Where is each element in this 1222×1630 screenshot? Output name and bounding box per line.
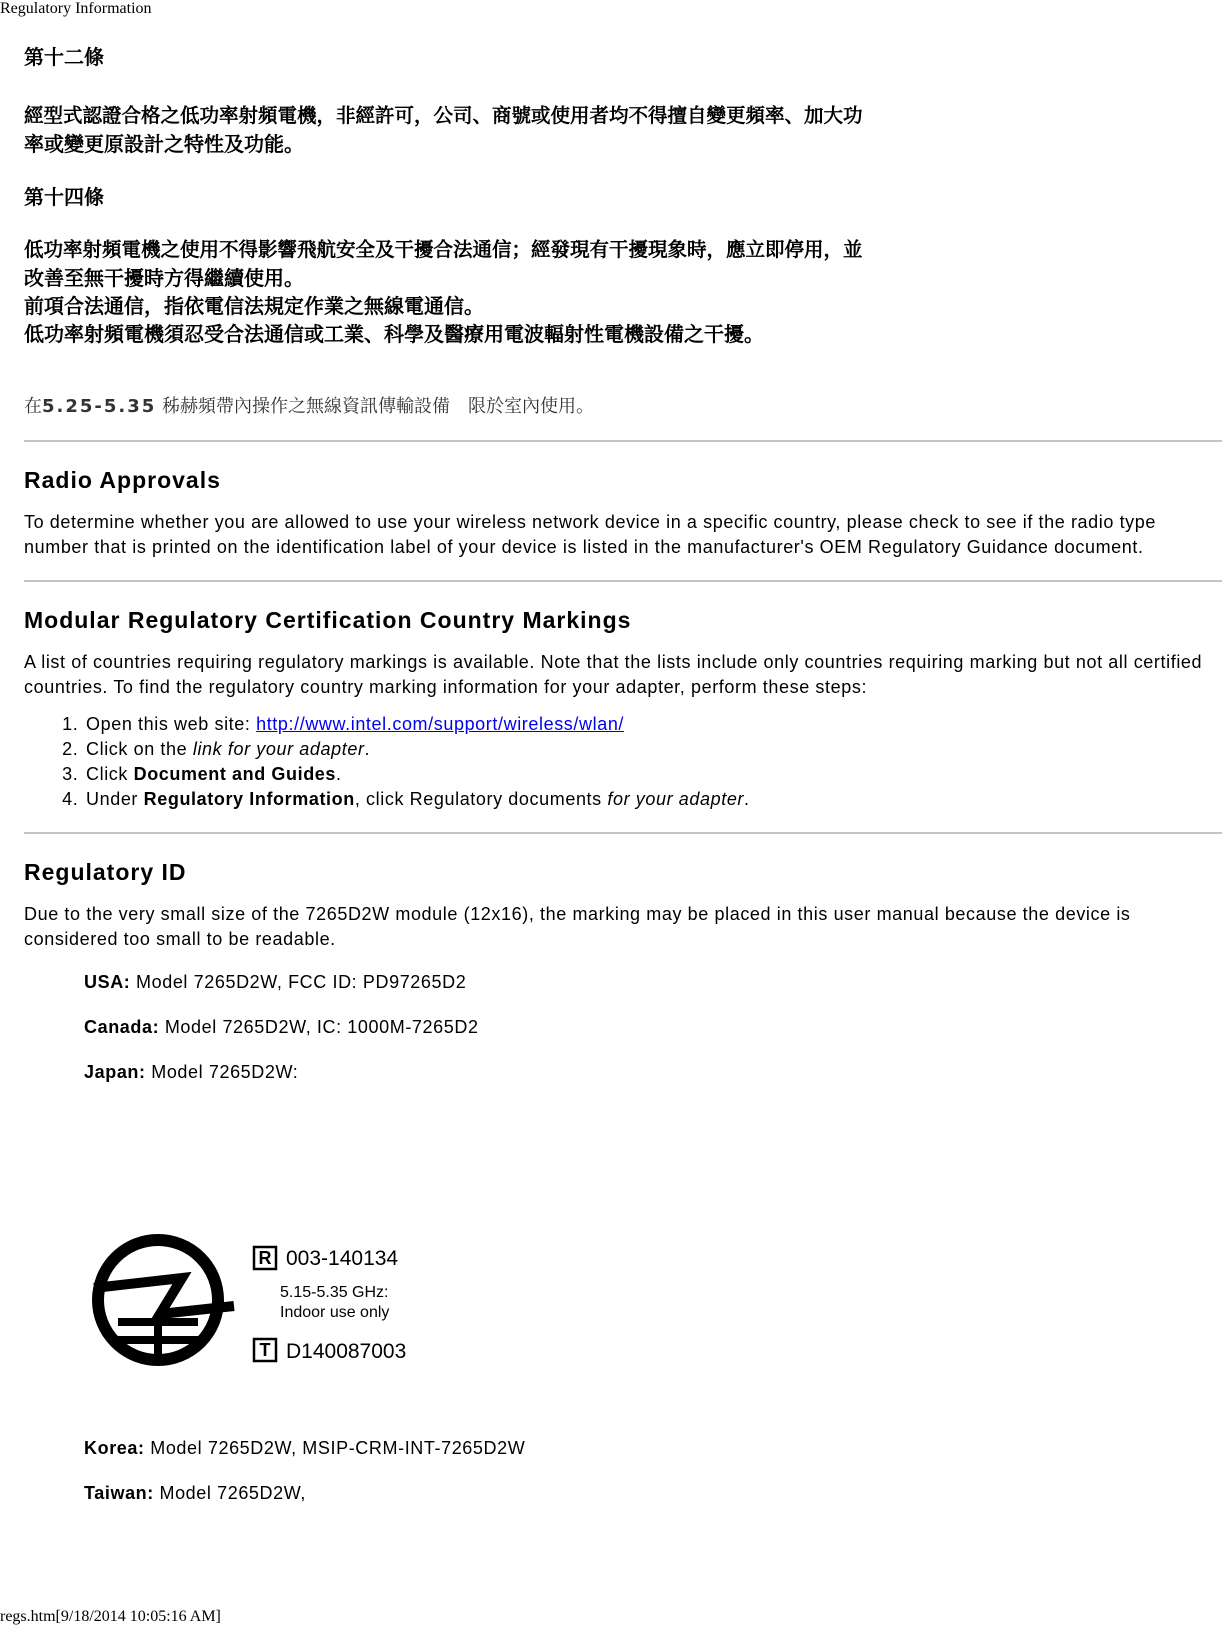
step-text: Open this web site: bbox=[86, 714, 257, 734]
print-header: Regulatory Information bbox=[0, 0, 152, 17]
intel-support-link[interactable]: http://www.intel.com/support/wireless/wlan/ bbox=[256, 714, 625, 734]
step-text: . bbox=[336, 764, 342, 784]
list-item bbox=[84, 712, 1222, 737]
step-text: , click Regulatory documents bbox=[354, 789, 608, 809]
section-heading: Modular Regulatory Certification Country Markings bbox=[24, 607, 632, 633]
step-strong: Regulatory Information bbox=[143, 789, 355, 809]
modular-markings-section bbox=[24, 606, 1222, 812]
canada-value: Model 7265D2W, IC: 1000M-7265D2 bbox=[159, 1017, 479, 1037]
r-mark-letter: R bbox=[258, 1248, 272, 1268]
band-range: 5.25-5.35 bbox=[42, 396, 157, 417]
list-item bbox=[84, 762, 1222, 787]
taiwan-value: Model 7265D2W, bbox=[153, 1483, 306, 1503]
korea-entry bbox=[84, 1436, 1222, 1461]
usa-label: USA: bbox=[84, 972, 131, 992]
korea-value: Model 7265D2W, MSIP-CRM-INT-7265D2W bbox=[144, 1438, 526, 1458]
t-mark-number: D140087003 bbox=[286, 1340, 407, 1363]
taiwan-ncc-notice bbox=[24, 46, 1222, 418]
taiwan-entry bbox=[84, 1481, 1222, 1506]
taiwan-label: Taiwan: bbox=[84, 1483, 154, 1503]
step-text: Click bbox=[86, 764, 134, 784]
list-item bbox=[84, 787, 1222, 812]
regulatory-id-continued bbox=[24, 1436, 1222, 1506]
step-text: Click on the bbox=[86, 739, 193, 759]
r-mark-number: 003-140134 bbox=[286, 1247, 399, 1270]
japan-certification-mark bbox=[84, 1222, 444, 1378]
step-emphasis: for your adapter bbox=[607, 789, 745, 809]
t-mark-letter: T bbox=[259, 1340, 271, 1360]
section-heading: Regulatory ID bbox=[24, 859, 187, 885]
article-14-text-line: 低功率射頻電機須忍受合法通信或工業、科學及醫療用電波輻射性電機設備之干擾。 bbox=[24, 322, 764, 346]
band-prefix: 在 bbox=[24, 396, 42, 417]
japan-label: Japan: bbox=[84, 1062, 146, 1082]
band-suffix: 秭赫頻帶內操作之無線資訊傳輸設備 限於室內使用。 bbox=[156, 396, 595, 417]
step-text: . bbox=[364, 739, 371, 759]
list-item bbox=[84, 737, 1222, 762]
article-14-title: 第十四條 bbox=[24, 185, 104, 209]
article-14-text-line: 前項合法通信，指依電信法規定作業之無線電通信。 bbox=[24, 294, 484, 318]
article-14-text-line: 低功率射頻電機之使用不得影響飛航安全及干擾合法通信；經發現有干擾現象時，應立即停用，並 bbox=[24, 238, 863, 261]
step-strong: Document and Guides bbox=[133, 764, 337, 784]
article-12-title: 第十二條 bbox=[24, 45, 104, 69]
korea-label: Korea: bbox=[84, 1438, 145, 1458]
radio-approvals-text: To determine whether you are allowed to use your wireless network device in a specific country, please check to see if the radio type number that is printed on the identification label of your device is listed in the manufacturer's OEM Regulatory Guidance document. bbox=[24, 512, 1157, 557]
steps-list bbox=[24, 712, 1222, 812]
step-text: Under bbox=[86, 789, 144, 809]
step-text: . bbox=[744, 789, 750, 809]
usa-entry bbox=[84, 970, 1222, 995]
band-restriction-line bbox=[24, 392, 1222, 418]
giteki-mark-graphic bbox=[84, 1222, 444, 1378]
section-heading: Radio Approvals bbox=[24, 467, 221, 493]
article-12-text-line: 經型式認證合格之低功率射頻電機，非經許可，公司、商號或使用者均不得擅自變更頻率、加大功 bbox=[24, 104, 863, 127]
canada-label: Canada: bbox=[84, 1017, 160, 1037]
step-emphasis: link for your adapter bbox=[192, 739, 365, 759]
modular-markings-text: A list of countries requiring regulatory markings is available. Note that the lists include only countries requiring marking but not all certified countries. To find the regulatory country marking information for your adapter, perform these steps: bbox=[24, 652, 1203, 697]
article-12-text-line: 率或變更原設計之特性及功能。 bbox=[24, 132, 304, 156]
article-14-text-line: 改善至無干擾時方得繼續使用。 bbox=[24, 266, 304, 290]
mark-indoor: Indoor use only bbox=[280, 1304, 390, 1321]
canada-entry bbox=[84, 1015, 1222, 1040]
japan-value: Model 7265D2W: bbox=[145, 1062, 299, 1082]
regulatory-id-text: Due to the very small size of the 7265D2W module (12x16), the marking may be placed in this user manual because the device is considered too small to be readable. bbox=[24, 904, 1131, 949]
document-body bbox=[24, 40, 1222, 1085]
usa-value: Model 7265D2W, FCC ID: PD97265D2 bbox=[130, 972, 467, 992]
print-footer: regs.htm[9/18/2014 10:05:16 AM] bbox=[0, 1608, 221, 1625]
radio-approvals-section bbox=[24, 466, 1222, 560]
mark-band: 5.15-5.35 GHz: bbox=[280, 1284, 389, 1301]
regulatory-id-section bbox=[24, 858, 1222, 1085]
japan-entry bbox=[84, 1060, 1222, 1085]
